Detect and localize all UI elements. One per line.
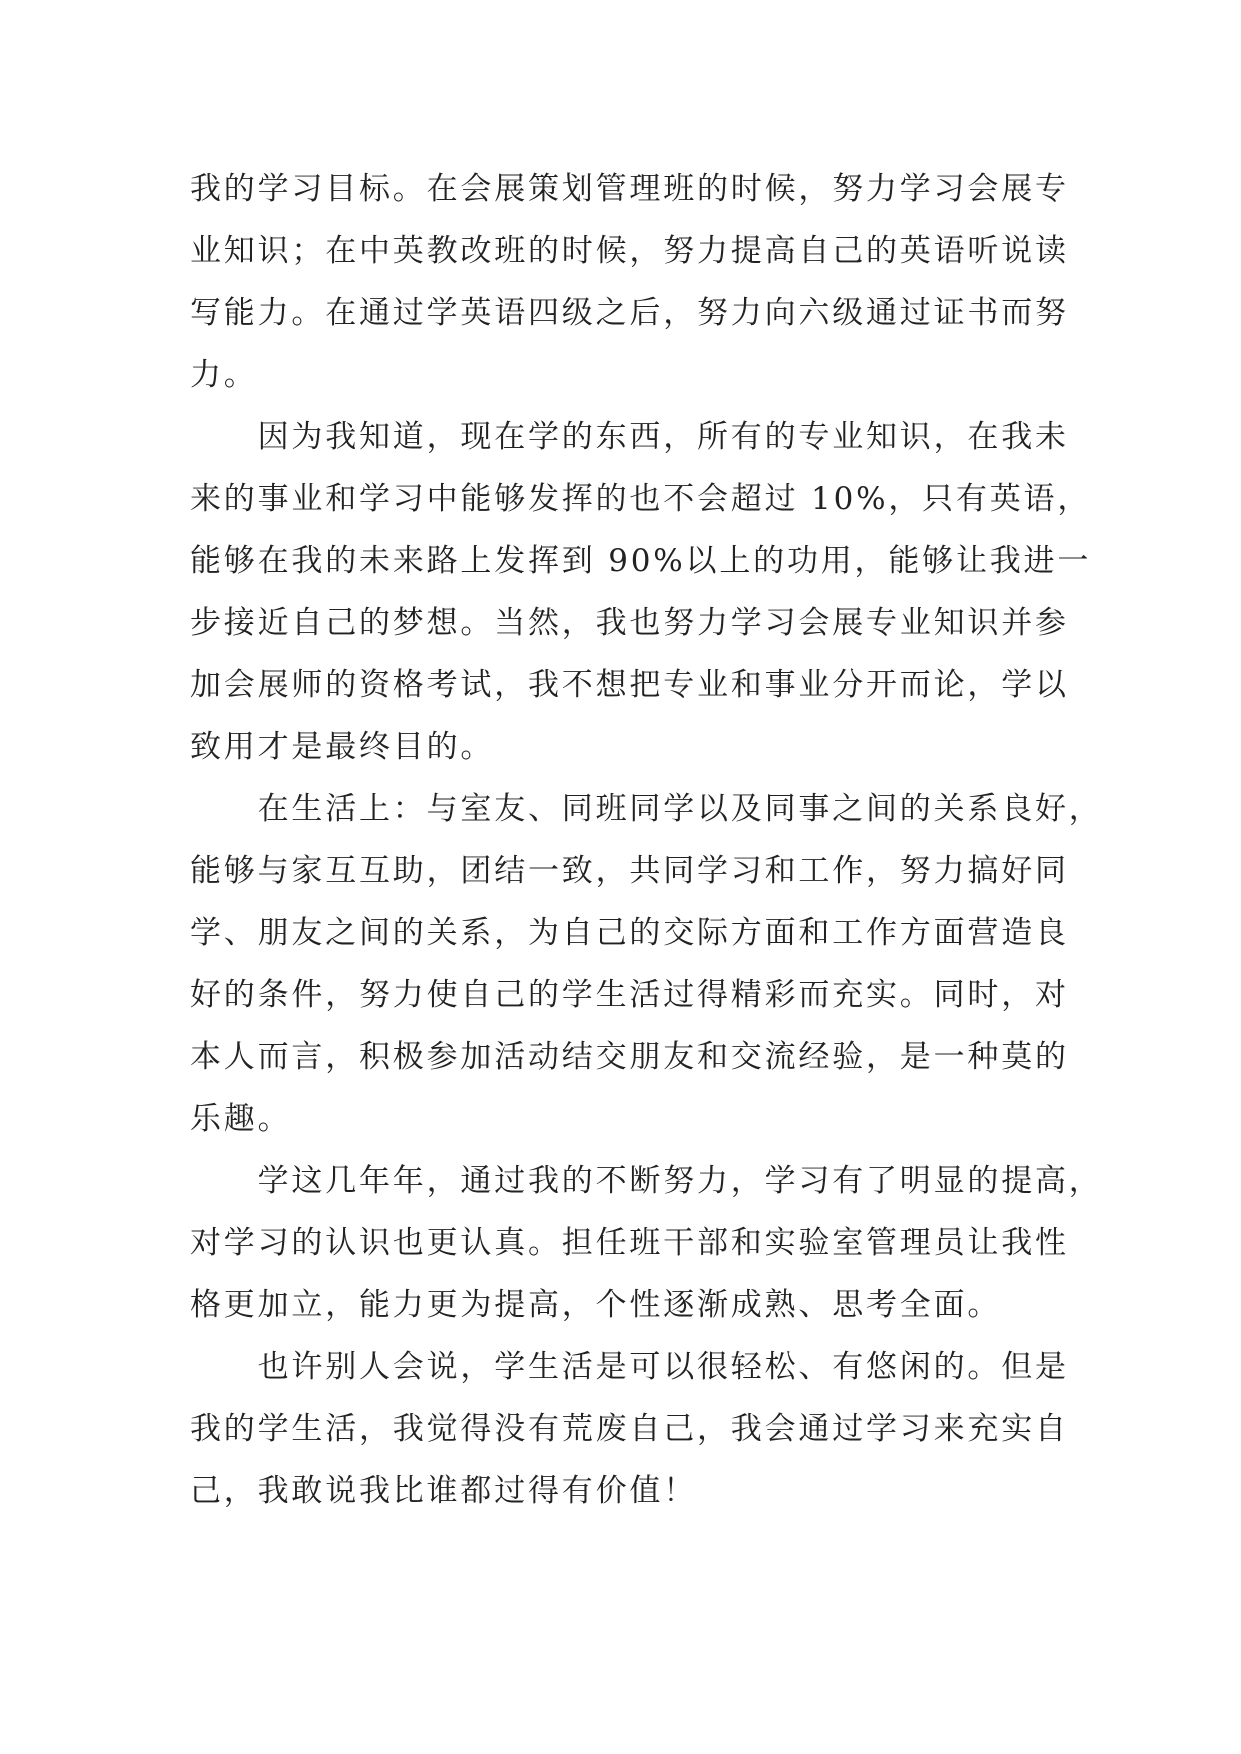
- text-line: 来的事业和学习中能够发挥的也不会超过 10%，只有英语，: [190, 481, 1092, 517]
- text-line: 好的条件，努力使自己的学生活过得精彩而充实。同时，对: [190, 977, 1069, 1013]
- text-line: 步接近自己的梦想。当然，我也努力学习会展专业知识并参: [190, 605, 1069, 641]
- text-line: 我的学习目标。在会展策划管理班的时候，努力学习会展专: [190, 171, 1069, 207]
- text-line: 在生活上：与室友、同班同学以及同事之间的关系良好，: [190, 791, 1103, 827]
- text-line: 致用才是最终目的。: [190, 729, 495, 765]
- text-line: 学、朋友之间的关系，为自己的交际方面和工作方面营造良: [190, 915, 1069, 951]
- text-line: 乐趣。: [190, 1101, 292, 1137]
- text-line: 能够在我的未来路上发挥到 90%以上的功用，能够让我进一: [190, 543, 1092, 579]
- text-line: 我的学生活，我觉得没有荒废自己，我会通过学习来充实自: [190, 1411, 1069, 1447]
- text-line: 对学习的认识也更认真。担任班干部和实验室管理员让我性: [190, 1225, 1069, 1261]
- text-line: 能够与家互互助，团结一致，共同学习和工作，努力搞好同: [190, 853, 1069, 889]
- text-line: 力。: [190, 357, 258, 393]
- document-body: [190, 158, 1103, 1522]
- text-line: 格更加立，能力更为提高，个性逐渐成熟、思考全面。: [190, 1287, 1002, 1323]
- text-line: 写能力。在通过学英语四级之后，努力向六级通过证书而努: [190, 295, 1069, 331]
- text-line: 加会展师的资格考试，我不想把专业和事业分开而论，学以: [190, 667, 1069, 703]
- text-line: 学这几年年，通过我的不断努力，学习有了明显的提高，: [190, 1163, 1103, 1199]
- text-line: 业知识；在中英教改班的时候，努力提高自己的英语听说读: [190, 233, 1069, 269]
- text-line: 因为我知道，现在学的东西，所有的专业知识，在我未: [190, 419, 1069, 455]
- text-line: 也许别人会说，学生活是可以很轻松、有悠闲的。但是: [190, 1349, 1069, 1385]
- text-line: 本人而言，积极参加活动结交朋友和交流经验，是一种莫的: [190, 1039, 1069, 1075]
- text-line: 己，我敢说我比谁都过得有价值！: [190, 1473, 697, 1509]
